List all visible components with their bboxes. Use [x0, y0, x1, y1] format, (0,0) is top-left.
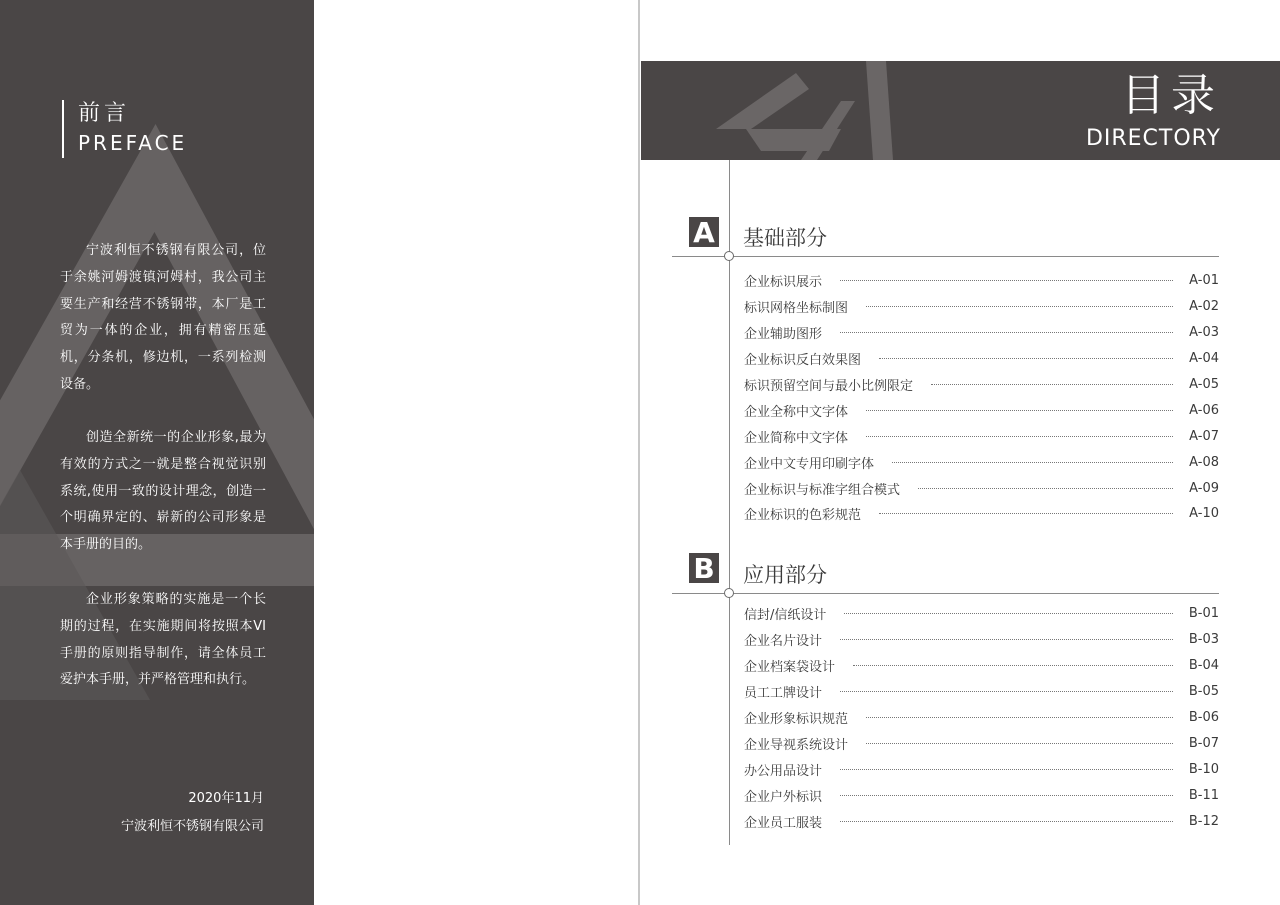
toc-leader-dots: [931, 384, 1173, 385]
toc-leader-dots: [866, 410, 1173, 411]
toc-leader-dots: [866, 743, 1173, 744]
toc-entry-label: 信封/信纸设计: [744, 608, 827, 624]
toc-entry-label: 办公用品设计: [744, 763, 823, 779]
toc-entry-page-code: A-01: [1189, 273, 1219, 289]
toc-entry-page-code: B-04: [1188, 658, 1219, 674]
toc-entry-label: 企业简称中文字体: [744, 430, 849, 446]
toc-leader-dots: [853, 665, 1173, 666]
toc-entry-page-code: A-08: [1189, 454, 1219, 470]
toc-entry-page-code: B-11: [1188, 787, 1219, 803]
section-a-letter-badge: A: [689, 217, 719, 247]
toc-leader-dots: [879, 358, 1173, 359]
toc-entry[interactable]: [744, 756, 1219, 782]
toc-leader-dots: [866, 717, 1173, 718]
toc-entry-label: 企业形象标识规范: [744, 712, 849, 727]
toc-leader-dots: [840, 769, 1173, 770]
toc-entry-page-code: B-01: [1188, 606, 1219, 622]
toc-entry-page-code: A-07: [1189, 428, 1219, 444]
section-a-title: 基础部分: [743, 226, 827, 250]
toc-entry-label: 企业户外标识: [744, 789, 823, 805]
section-b-toc-list: [744, 601, 1219, 834]
toc-entry-label: 企业标识展示: [744, 275, 823, 291]
toc-entry-label: 标识网格坐标制图: [744, 301, 849, 317]
toc-entry[interactable]: [744, 372, 1219, 398]
page-fold-divider: [638, 0, 640, 905]
toc-entry-label: 企业员工服装: [744, 815, 823, 831]
toc-entry-label: 企业名片设计: [744, 634, 823, 650]
preface-paragraph-1: 宁波利恒不锈钢有限公司，位于余姚河姆渡镇河姆村，我公司主要生产和经营不锈钢带，本厂是工贸为一体的企业，拥有精密压延机，分条机，修边机，一系列检测设备。: [60, 243, 266, 392]
preface-title-cn: 前言: [78, 101, 131, 126]
toc-entry-page-code: A-03: [1189, 325, 1219, 341]
toc-entry[interactable]: [744, 782, 1219, 808]
section-b-rule: [672, 593, 1219, 594]
toc-entry-page-code: A-06: [1189, 402, 1219, 418]
preface-paragraph-3: 企业形象策略的实施是一个长期的过程，在实施期间将按照本VI手册的原则指导制作，请全体员工爱护本手册，并严格管理和执行。: [60, 592, 266, 688]
toc-leader-dots: [840, 280, 1173, 281]
toc-entry[interactable]: [744, 346, 1219, 372]
directory-title-cn: 目录: [1121, 70, 1221, 121]
preface-panel: [0, 0, 314, 905]
toc-entry-label: 企业标识与标准字组合模式: [744, 482, 901, 498]
toc-entry[interactable]: [744, 653, 1219, 679]
toc-leader-dots: [840, 332, 1173, 333]
toc-entry-label: 企业全称中文字体: [744, 404, 849, 420]
toc-entry[interactable]: [744, 501, 1219, 527]
section-a-toc-list: [744, 268, 1219, 527]
toc-entry[interactable]: [744, 475, 1219, 501]
toc-leader-dots: [866, 306, 1173, 307]
toc-leader-dots: [892, 462, 1173, 463]
section-a-node: [724, 251, 734, 261]
section-b-node: [724, 588, 734, 598]
toc-entry-page-code: A-05: [1189, 377, 1219, 392]
toc-entry[interactable]: [744, 423, 1219, 449]
toc-leader-dots: [840, 691, 1173, 692]
toc-leader-dots: [840, 821, 1173, 822]
toc-entry-label: 企业标识的色彩规范: [744, 508, 862, 524]
toc-leader-dots: [918, 488, 1173, 489]
directory-header-band: [641, 61, 1280, 160]
preface-date: 2020年11月: [188, 791, 264, 806]
toc-leader-dots: [840, 795, 1173, 796]
section-b-title: 应用部分: [743, 563, 827, 587]
toc-leader-dots: [840, 639, 1173, 640]
toc-entry-page-code: A-04: [1189, 351, 1219, 367]
toc-entry-page-code: B-10: [1188, 761, 1219, 777]
toc-entry-page-code: B-07: [1188, 735, 1219, 751]
toc-entry[interactable]: [744, 730, 1219, 756]
toc-timeline-line: [729, 160, 730, 845]
toc-entry-label: 员工工牌设计: [744, 686, 823, 702]
toc-entry-page-code: B-03: [1188, 632, 1219, 648]
section-b-letter-badge: B: [689, 553, 719, 583]
toc-entry[interactable]: [744, 627, 1219, 653]
toc-entry-label: 企业辅助图形: [744, 327, 823, 343]
toc-entry[interactable]: [744, 449, 1219, 475]
toc-entry-page-code: B-06: [1188, 710, 1219, 725]
toc-entry[interactable]: [744, 320, 1219, 346]
toc-entry-label: 企业标识反白效果图: [744, 353, 862, 369]
toc-leader-dots: [844, 613, 1173, 614]
directory-title-en: DIRECTORY: [1085, 126, 1221, 151]
toc-entry-page-code: A-02: [1189, 299, 1219, 315]
toc-entry-label: 标识预留空间与最小比例限定: [744, 379, 914, 394]
toc-leader-dots: [866, 436, 1173, 437]
toc-entry[interactable]: [744, 268, 1219, 294]
preface-company: 宁波利恒不锈钢有限公司: [120, 819, 264, 834]
toc-leader-dots: [879, 513, 1173, 514]
toc-entry[interactable]: [744, 705, 1219, 731]
toc-entry-page-code: A-10: [1189, 506, 1219, 522]
toc-entry[interactable]: [744, 294, 1219, 320]
preface-paragraph-2: 创造全新统一的企业形象,最为有效的方式之一就是整合视觉识别系统,使用一致的设计理念，创造一个明确界定的、崭新的公司形象是本手册的目的。: [60, 430, 266, 553]
preface-title-en: PREFACE: [78, 131, 188, 155]
toc-entry-label: 企业中文专用印刷字体: [744, 456, 875, 472]
toc-entry[interactable]: [744, 397, 1219, 423]
toc-entry-label: 企业导视系统设计: [744, 737, 849, 753]
toc-entry-label: 企业档案袋设计: [744, 660, 836, 676]
toc-entry[interactable]: [744, 808, 1219, 834]
toc-entry[interactable]: [744, 601, 1219, 627]
preface-heading: [62, 100, 187, 158]
toc-entry-page-code: B-12: [1188, 813, 1219, 829]
toc-entry-page-code: A-09: [1189, 480, 1219, 496]
toc-entry-page-code: B-05: [1188, 684, 1219, 700]
toc-entry[interactable]: [744, 679, 1219, 705]
section-a-rule: [672, 256, 1219, 257]
